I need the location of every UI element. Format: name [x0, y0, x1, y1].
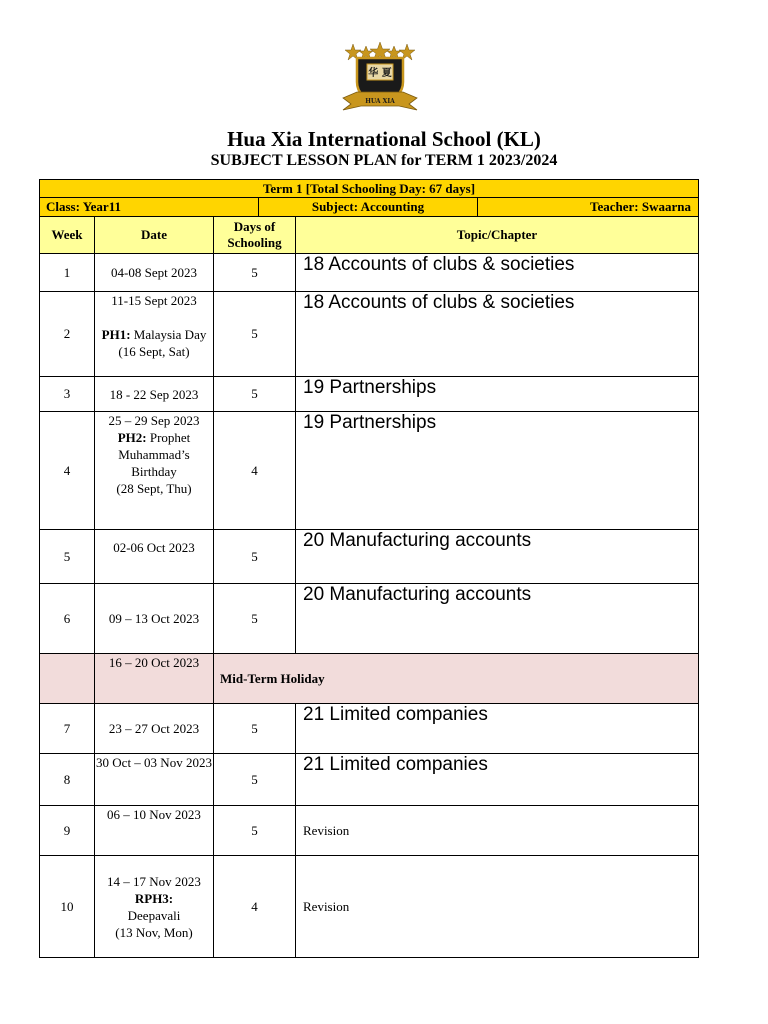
term-heading: Term 1 [Total Schooling Day: 67 days]	[40, 180, 699, 198]
topic-cell: 18 Accounts of clubs & societies	[296, 254, 699, 292]
date-note-label: PH2:	[117, 430, 147, 445]
week-cell	[40, 654, 95, 704]
days-cell: 5	[214, 292, 296, 377]
date-note: Malaysia Day (16 Sept, Sat)	[118, 327, 207, 359]
date-cell: 04-08 Sept 2023	[95, 254, 214, 292]
school-name: Hua Xia International School (KL)	[227, 127, 541, 151]
topic-cell: 20 Manufacturing accounts	[296, 530, 699, 584]
week-cell: 2	[40, 292, 95, 377]
date-cell	[95, 412, 214, 530]
week-cell: 7	[40, 704, 95, 754]
column-header-topic: Topic/Chapter	[296, 217, 699, 254]
table-row	[40, 292, 699, 377]
date-cell: 02-06 Oct 2023	[95, 530, 214, 584]
date-cell: 30 Oct – 03 Nov 2023	[95, 754, 214, 806]
date-note-2: (13 Nov, Mon)	[115, 924, 193, 940]
date-main: 25 – 29 Sep 2023	[108, 413, 200, 428]
week-cell: 1	[40, 254, 95, 292]
date-note-label: PH1:	[101, 327, 131, 342]
days-cell: 5	[214, 806, 296, 856]
logo-chinese: 华 夏	[368, 68, 392, 79]
topic-cell: Revision	[296, 856, 699, 958]
topic-cell: 19 Partnerships	[296, 377, 699, 412]
date-cell: 23 – 27 Oct 2023	[95, 704, 214, 754]
days-cell: 5	[214, 530, 296, 584]
week-cell: 5	[40, 530, 95, 584]
week-cell: 6	[40, 584, 95, 654]
table-row	[40, 530, 699, 584]
topic-cell: 20 Manufacturing accounts	[296, 584, 699, 654]
date-main: 11-15 Sept 2023	[111, 293, 197, 308]
week-cell: 8	[40, 754, 95, 806]
column-header-row	[40, 217, 699, 254]
info-row	[40, 198, 699, 217]
table-row	[40, 377, 699, 412]
topic-cell: 18 Accounts of clubs & societies	[296, 292, 699, 377]
holiday-label: Mid-Term Holiday	[214, 654, 699, 704]
date-note-label: RPH3:	[134, 890, 174, 906]
table-row	[40, 254, 699, 292]
school-logo	[339, 42, 421, 112]
table-row	[40, 584, 699, 654]
topic-cell: 21 Limited companies	[296, 704, 699, 754]
table-row	[40, 856, 699, 958]
date-note: Deepavali	[127, 907, 181, 923]
date-cell: 18 - 22 Sep 2023	[95, 377, 214, 412]
date-cell: 06 – 10 Nov 2023	[95, 806, 214, 856]
holiday-row	[40, 654, 699, 704]
teacher-label: Teacher: Swaarna	[590, 199, 691, 214]
column-header-week: Week	[40, 217, 95, 254]
class-label: Class: Year11	[40, 198, 259, 216]
topic-cell: 19 Partnerships	[296, 412, 699, 530]
topic-cell: 21 Limited companies	[296, 754, 699, 806]
date-note: Prophet Muhammad’s Birthday	[118, 430, 191, 479]
table-row	[40, 412, 699, 530]
days-cell: 5	[214, 704, 296, 754]
date-main: 14 – 17 Nov 2023	[107, 873, 201, 889]
date-note-2: (28 Sept, Thu)	[116, 481, 192, 496]
days-cell: 5	[214, 754, 296, 806]
column-header-days: Days of Schooling	[214, 217, 296, 254]
days-cell: 5	[214, 377, 296, 412]
table-row	[40, 806, 699, 856]
subject-label: Subject: Accounting	[259, 198, 478, 216]
logo-text: HUA XIA	[365, 98, 395, 105]
days-cell: 5	[214, 584, 296, 654]
plan-title: SUBJECT LESSON PLAN for TERM 1 2023/2024	[210, 152, 558, 169]
days-cell: 4	[214, 856, 296, 958]
days-cell: 5	[214, 254, 296, 292]
date-cell: 09 – 13 Oct 2023	[95, 584, 214, 654]
date-cell	[95, 292, 214, 377]
lesson-plan-table	[39, 179, 699, 958]
week-cell: 4	[40, 412, 95, 530]
column-header-date: Date	[95, 217, 214, 254]
days-cell: 4	[214, 412, 296, 530]
topic-cell: Revision	[296, 806, 699, 856]
week-cell: 10	[40, 856, 95, 958]
week-cell: 9	[40, 806, 95, 856]
date-cell	[95, 856, 214, 958]
week-cell: 3	[40, 377, 95, 412]
date-cell: 16 – 20 Oct 2023	[95, 654, 214, 704]
table-row	[40, 754, 699, 806]
table-row	[40, 704, 699, 754]
